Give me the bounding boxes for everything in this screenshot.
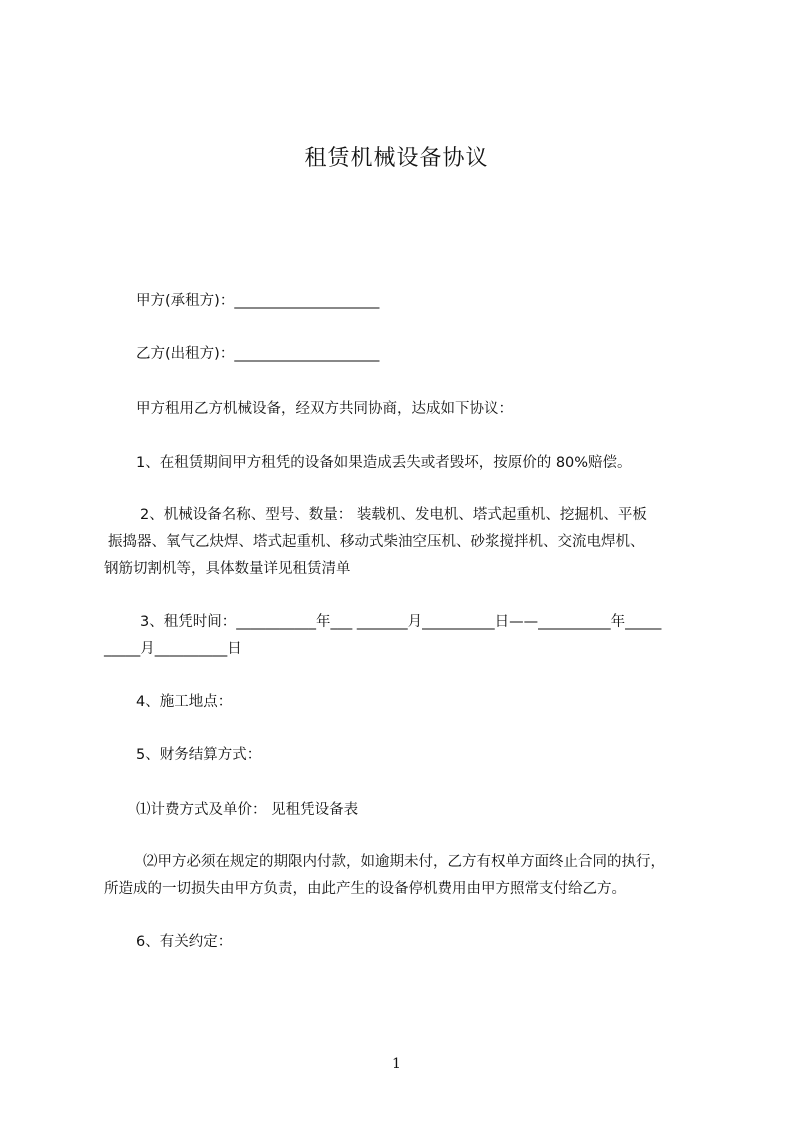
intro-line: 甲方租用乙方机械设备，经双方共同协商，达成如下协议：: [136, 401, 513, 417]
clause-2-line-2: 振捣器、氧气乙炔焊、塔式起重机、移动式柴油空压机、砂浆搅拌机、交流电焊机、: [108, 534, 645, 550]
page-number: 1: [392, 1056, 401, 1072]
party-b-line: 乙方(出租方)：____________________: [136, 346, 380, 362]
clause-6: 6、有关约定：: [136, 934, 233, 950]
clause-2-line-3: 钢筋切割机等，具体数量详见租赁清单: [104, 561, 351, 577]
document-title: 租赁机械设备协议: [304, 146, 489, 171]
clause-4: 4、施工地点：: [136, 694, 233, 710]
clause-5-1: ⑴计费方式及单价： 见租凭设备表: [136, 802, 359, 818]
clause-1: 1、在租赁期间甲方租凭的设备如果造成丢失或者毁坏，按原价的 80%赔偿。: [136, 455, 632, 471]
clause-5-2-line-1: ⑵甲方必须在规定的期限内付款，如逾期未付，乙方有权单方面终止合同的执行，: [143, 854, 665, 870]
party-a-line: 甲方(承租方)：____________________: [136, 293, 380, 309]
clause-5-2-line-2: 所造成的一切损失由甲方负责，由此产生的设备停机费用由甲方照常支付给乙方。: [104, 881, 626, 897]
clause-5: 5、财务结算方式：: [136, 747, 262, 763]
clause-3-line-1: 3、租凭时间：___________年___ _______月__________日——__________年_____: [140, 614, 662, 630]
clause-3-line-2: _____月__________日: [104, 641, 242, 657]
clause-2-line-1: 2、机械设备名称、型号、数量： 装载机、发电机、塔式起重机、挖掘机、平板: [140, 507, 647, 523]
